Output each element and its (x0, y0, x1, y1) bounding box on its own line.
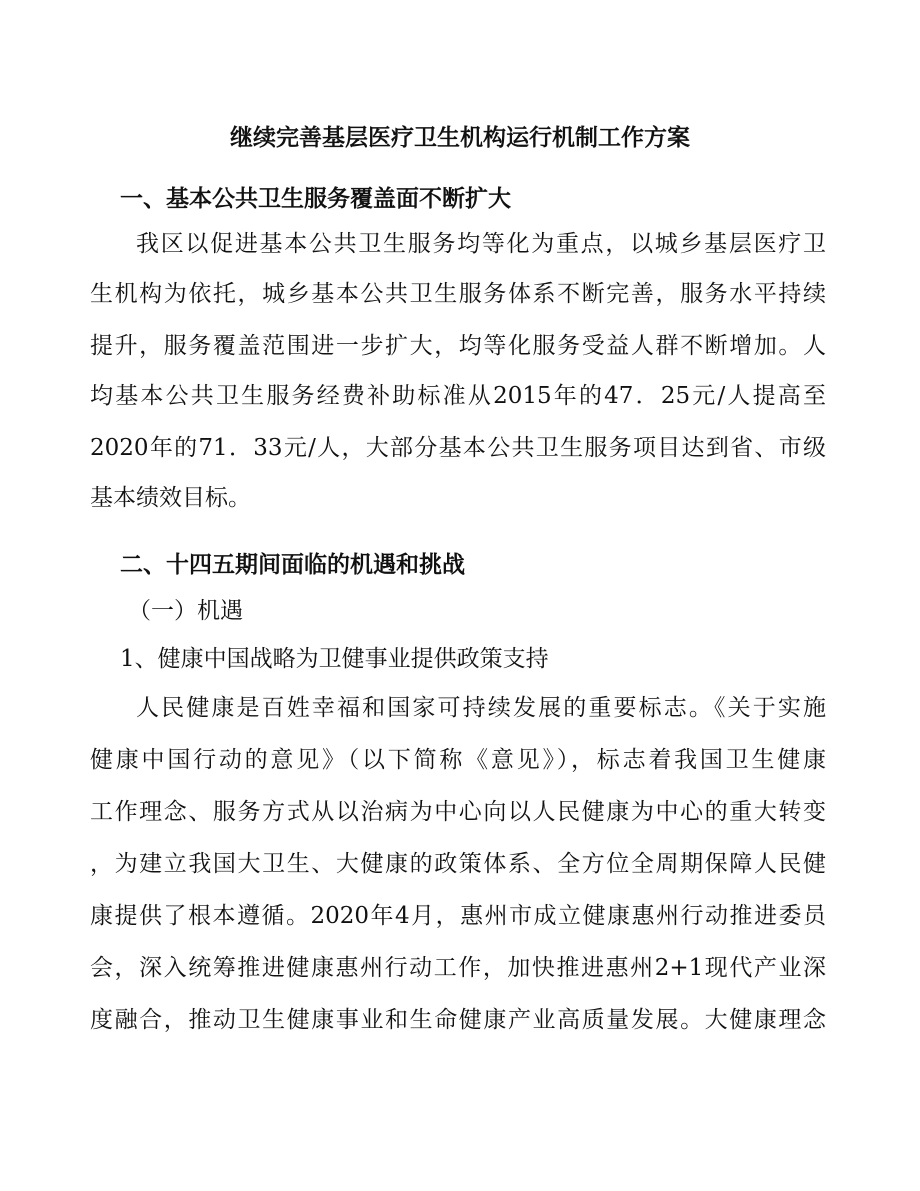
paragraph-line: 人民健康是百姓幸福和国家可持续发展的重要标志。《关于实施 (136, 695, 826, 721)
paragraph-line: 均基本公共卫生服务经费补助标准从2015年的47．25元/人提高至 (90, 383, 826, 409)
subsection-heading: （一）机遇 (128, 598, 243, 624)
paragraph-line: 度融合，推动卫生健康事业和生命健康产业高质量发展。大健康理念 (90, 1007, 826, 1033)
paragraph-line: 会，深入统筹推进健康惠州行动工作，加快推进惠州2+1现代产业深 (90, 955, 826, 981)
paragraph-line: 工作理念、服务方式从以治病为中心向以人民健康为中心的重大转变 (90, 799, 826, 825)
paragraph-line: 生机构为依托，城乡基本公共卫生服务体系不断完善，服务水平持续 (90, 281, 826, 307)
paragraph-line: 基本绩效目标。 (90, 485, 251, 511)
document-title: 继续完善基层医疗卫生机构运行机制工作方案 (230, 124, 690, 151)
section-heading: 一、基本公共卫生服务覆盖面不断扩大 (120, 185, 511, 212)
item-heading: 1、健康中国战略为卫健事业提供政策支持 (120, 646, 549, 672)
paragraph-line: 我区以促进基本公共卫生服务均等化为重点，以城乡基层医疗卫 (136, 231, 826, 257)
paragraph-line: 康提供了根本遵循。2020年4月，惠州市成立健康惠州行动推进委员 (90, 903, 826, 929)
paragraph-line: 提升，服务覆盖范围进一步扩大，均等化服务受益人群不断增加。人 (90, 333, 826, 359)
paragraph-line: ，为建立我国大卫生、大健康的政策体系、全方位全周期保障人民健 (90, 851, 826, 877)
paragraph-line: 2020年的71．33元/人，大部分基本公共卫生服务项目达到省、市级 (90, 435, 826, 461)
section-heading: 二、十四五期间面临的机遇和挑战 (120, 551, 465, 578)
paragraph-line: 健康中国行动的意见》（以下简称《意见》），标志着我国卫生健康 (90, 747, 826, 773)
